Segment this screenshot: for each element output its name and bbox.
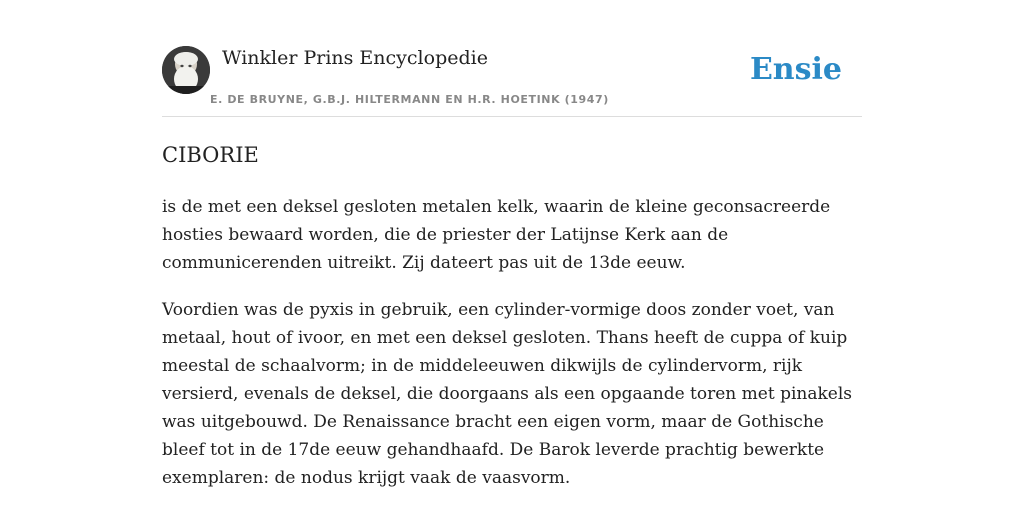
paragraph: is de met een deksel gesloten metalen kelk, waarin de kleine geconsacreerde hosties bewaard worden, die de priester der Latijnse Kerk aan de communicerenden uitreikt. Zij dateert pas uit de 13de eeuw.	[162, 197, 831, 273]
paragraph: Voordien was de pyxis in gebruik, een cylinder-vormige doos zonder voet, van metaal, hout of ivoor, en met een deksel gesloten. Thans heeft de cuppa of kuip meestal de schaalvorm; in de middeleeuwen dikwijls de cylindervorm, rijk versierd, evenals de deksel, die doorgaans als een opgaande toren met pinakels was uitgebouwd. De Renaissance bracht een eigen vorm, maar de Gothische bleef tot in de 17de eeuw gehandhaafd. De Barok leverde prachtig bewerkte exemplaren: de nodus krijgt vaak de vaasvorm.	[162, 300, 853, 488]
entry-body	[162, 193, 862, 511]
source-title[interactable]: Winkler Prins Encyclopedie	[222, 47, 488, 69]
authors-line: E. DE BRUYNE, G.B.J. HILTERMANN EN H.R. HOETINK (1947)	[210, 93, 609, 106]
entry-title: CIBORIE	[162, 143, 259, 167]
author-avatar[interactable]	[162, 46, 210, 94]
brand-logo[interactable]: Ensie	[749, 52, 842, 87]
portrait-photo-icon	[162, 46, 210, 94]
header	[162, 46, 862, 117]
